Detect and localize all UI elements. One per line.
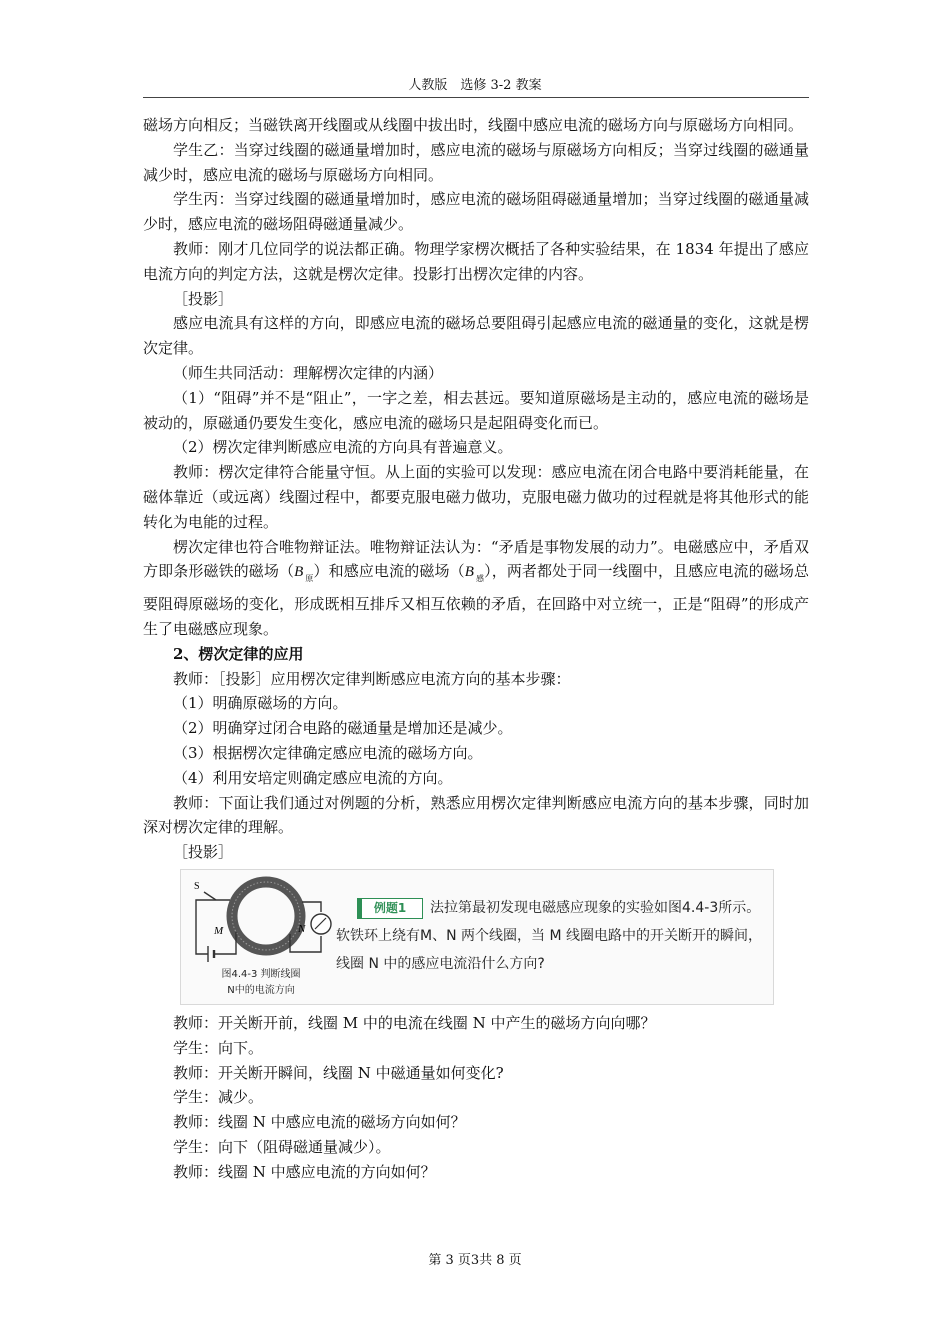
paragraph: （4）利用安培定则确定感应电流的方向。: [173, 768, 453, 787]
caption-line: N中的电流方向: [227, 984, 295, 996]
section-heading: 2、楞次定律的应用: [173, 644, 304, 663]
paragraph: [143, 535, 809, 642]
paragraph: ［投影］: [173, 843, 234, 862]
dialog-line: 学生：向下。: [173, 1038, 264, 1057]
example-tag: 例题1: [357, 898, 423, 919]
dialog-line: 教师：开关断开前，线圈 M 中的电流在线圈 N 中产生的磁场方向向哪？: [173, 1013, 656, 1032]
header-rule: [143, 97, 809, 98]
coil-n-label: N: [298, 922, 306, 935]
symbol-b: B: [294, 564, 304, 581]
caption-line: 图4.4-3 判断线圈: [221, 968, 301, 980]
dialog-line: 学生：减少。: [173, 1088, 264, 1107]
paragraph: （1）明确原磁场的方向。: [173, 694, 348, 713]
subscript: 原: [305, 574, 314, 584]
dialog-line: 教师：开关断开瞬间，线圈 N 中磁通量如何变化?: [173, 1063, 504, 1082]
subscript: 感: [475, 574, 485, 584]
document-body: [143, 113, 809, 1184]
paragraph: 学生丙：当穿过线圈的磁通量增加时，感应电流的磁场阻碍磁通量增加；当穿过线圈的磁通量减少时，感应电流的磁场阻碍磁通量减少。: [143, 190, 809, 234]
paragraph: ［投影］: [173, 289, 234, 308]
coil-m-label: M: [214, 924, 224, 937]
page-header: 人教版 选修 3-2 教案: [408, 78, 542, 93]
figure-caption: [201, 967, 321, 999]
paragraph: 教师：楞次定律符合能量守恒。从上面的实验可以发现：感应电流在闭合电路中要消耗能量，在磁体靠近（或远离）线圈过程中，都要克服电磁力做功，克服电磁力做功的过程就是将其他形式的能转化为电能的过程。: [143, 463, 809, 531]
paragraph: （1）“阻碍”并不是“阻止”，一字之差，相去甚远。要知道原磁场是主动的，感应电流的磁场是被动的，原磁通仍要发生变化，感应电流的磁场只是起阻碍变化而已。: [143, 388, 809, 432]
switch-label: S: [194, 880, 200, 892]
paragraph: （2）明确穿过闭合电路的磁通量是增加还是减少。: [173, 719, 513, 738]
page-footer: 第 3 页3共 8 页: [428, 1253, 522, 1268]
text-run: ），两者都处于同一线圈中，且感应电流的磁场总要阻碍原磁场的变化，形成既相互排斥又相互依赖的矛盾，在回路中对立统一，正是“阻碍”的形成产生了电磁感应现象。: [143, 562, 809, 638]
paragraph: 感应电流具有这样的方向，即感应电流的磁场总要阻碍引起感应电流的磁通量的变化，这就是楞次定律。: [143, 314, 809, 358]
text-run: ）和感应电流的磁场（: [313, 562, 465, 581]
paragraph: 学生乙：当穿过线圈的磁通量增加时，感应电流的磁场与原磁场方向相反；当穿过线圈的磁通量减少时，感应电流的磁场与原磁场方向相同。: [143, 140, 809, 184]
paragraph: 教师：下面让我们通过对例题的分析，熟悉应用楞次定律判断感应电流方向的基本步骤，同时加深对楞次定律的理解。: [143, 793, 809, 837]
paragraph: 教师：［投影］应用楞次定律判断感应电流方向的基本步骤：: [173, 669, 571, 688]
example-figure-box: [180, 869, 774, 1005]
paragraph: 教师：刚才几位同学的说法都正确。物理学家楞次概括了各种实验结果，在 1834 年提出了感应电流方向的判定方法，这就是楞次定律。投影打出楞次定律的内容。: [143, 239, 809, 283]
symbol-b: B: [464, 564, 474, 581]
text-run: 楞次定律也符合唯物辩证法。唯物辩证法认为：“矛盾是事物发展的动力”。电磁感应中，矛盾双方即条形磁铁的磁场（: [143, 537, 809, 581]
dialog-line: 教师：线圈 N 中感应电流的方向如何？: [173, 1162, 436, 1181]
paragraph: （师生共同活动：理解楞次定律的内涵）: [173, 363, 444, 382]
paragraph: （2）楞次定律判断感应电流的方向具有普遍意义。: [173, 438, 513, 457]
paragraph: 磁场方向相反；当磁铁离开线圈或从线圈中拔出时，线圈中感应电流的磁场方向与原磁场方向相同。: [143, 116, 804, 134]
paragraph: （3）根据楞次定律确定感应电流的磁场方向。: [173, 743, 483, 762]
dialog-line: 教师：线圈 N 中感应电流的磁场方向如何？: [173, 1113, 466, 1132]
dialog-line: 学生：向下（阻碍磁通量减少）。: [173, 1137, 391, 1156]
example-text: 法拉第最初发现电磁感应现象的实验如图4.4-3所示。软铁环上绕有M、N 两个线圈，当 M 线圈电路中的开关断开的瞬间，线圈 N 中的感应电流沿什么方向?: [336, 899, 762, 972]
